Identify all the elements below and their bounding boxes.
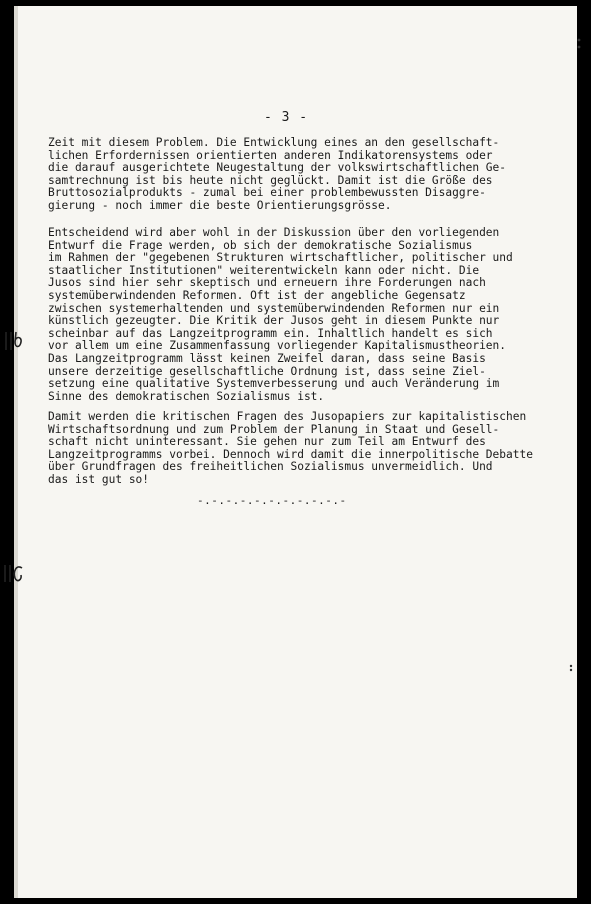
- scan-speck: [576, 36, 582, 55]
- handwritten-margin-mark: [2, 328, 24, 358]
- handwritten-margin-mark: [2, 560, 26, 590]
- speck-icon: [568, 663, 574, 673]
- text-line: Wirtschaftsordnung und zum Problem der Planung in Staat und Gesell-: [48, 422, 500, 436]
- text-line: Zeit mit diesem Problem. Die Entwicklung eines an den gesellschaft-: [48, 136, 500, 149]
- section-separator: -.-.-.-.-.-.-.-.-.-.-: [197, 494, 347, 507]
- document-page: [14, 6, 577, 898]
- speck-icon: [576, 37, 582, 51]
- paragraph-3: [48, 411, 573, 487]
- text-line: zwischen systemerhaltenden und systemüberwindenden Reformen nur ein: [48, 301, 500, 315]
- text-line: scheinbar auf das Langzeitprogramm ein. Inhaltlich handelt es sich: [48, 326, 493, 340]
- text-line: vor allem um eine Zusammenfassung vorliegender Kapitalismustheorien.: [48, 339, 507, 353]
- text-line: Langzeitprogramms vorbei. Dennoch wird damit die innerpolitische Debatte: [48, 447, 533, 461]
- text-line: gierung - noch immer die beste Orientierungsgrösse.: [48, 198, 392, 212]
- text-line: Jusos sind hier sehr skeptisch und erneuern ihre Forderungen nach: [48, 276, 486, 290]
- text-line: samtrechnung ist bis heute nicht geglückt. Damit ist die Größe des: [48, 173, 493, 187]
- text-line: Bruttosozialprodukts - zumal bei einer problembewussten Disaggre-: [48, 186, 486, 200]
- text-line: staatlicher Institutionen" weiterentwickeln kann oder nicht. Die: [48, 263, 480, 277]
- text-line: Sinne des demokratischen Sozialismus ist.: [48, 389, 325, 403]
- text-line: im Rahmen der "gegebenen Strukturen wirtschaftlicher, politischer und: [48, 251, 513, 265]
- scan-speck: [568, 658, 574, 677]
- text-line: künstlich gezeugter. Die Kritik der Jusos geht in diesem Punkte nur: [48, 314, 500, 328]
- text-line: Das Langzeitprogramm lässt keinen Zweifel daran, dass seine Basis: [48, 351, 486, 365]
- text-line: unsere derzeitige gesellschaftliche Ordnung ist, dass seine Ziel-: [48, 364, 486, 378]
- paragraph-1: [48, 137, 573, 213]
- handwritten-mark-icon: [2, 560, 26, 586]
- text-line: das ist gut so!: [48, 472, 150, 486]
- text-line: Entwurf die Frage werden, ob sich der demokratische Sozialismus: [48, 238, 473, 252]
- text-line: Entscheidend wird aber wohl in der Diskussion über den vorliegenden: [48, 226, 500, 239]
- text-line: lichen Erfordernissen orientierten anderen Indikatorensystems oder: [48, 148, 493, 162]
- paragraph-2: [48, 227, 573, 403]
- text-line: über Grundfragen des freiheitlichen Sozialismus unvermeidlich. Und: [48, 460, 493, 474]
- text-line: schaft nicht uninteressant. Sie gehen nur zum Teil am Entwurf des: [48, 435, 486, 449]
- handwritten-mark-icon: [2, 328, 24, 354]
- page-edge-shadow: [14, 6, 18, 898]
- text-line: systemüberwindenden Reformen. Oft ist der angebliche Gegensatz: [48, 288, 466, 302]
- text-line: Damit werden die kritischen Fragen des Jusopapiers zur kapitalistischen: [48, 410, 527, 423]
- text-line: die darauf ausgerichtete Neugestaltung der volkswirtschaftlichen Ge-: [48, 161, 507, 175]
- text-line: setzung eine qualitative Systemverbesserung und auch Veränderung im: [48, 377, 500, 391]
- page-number: - 3 -: [264, 110, 309, 125]
